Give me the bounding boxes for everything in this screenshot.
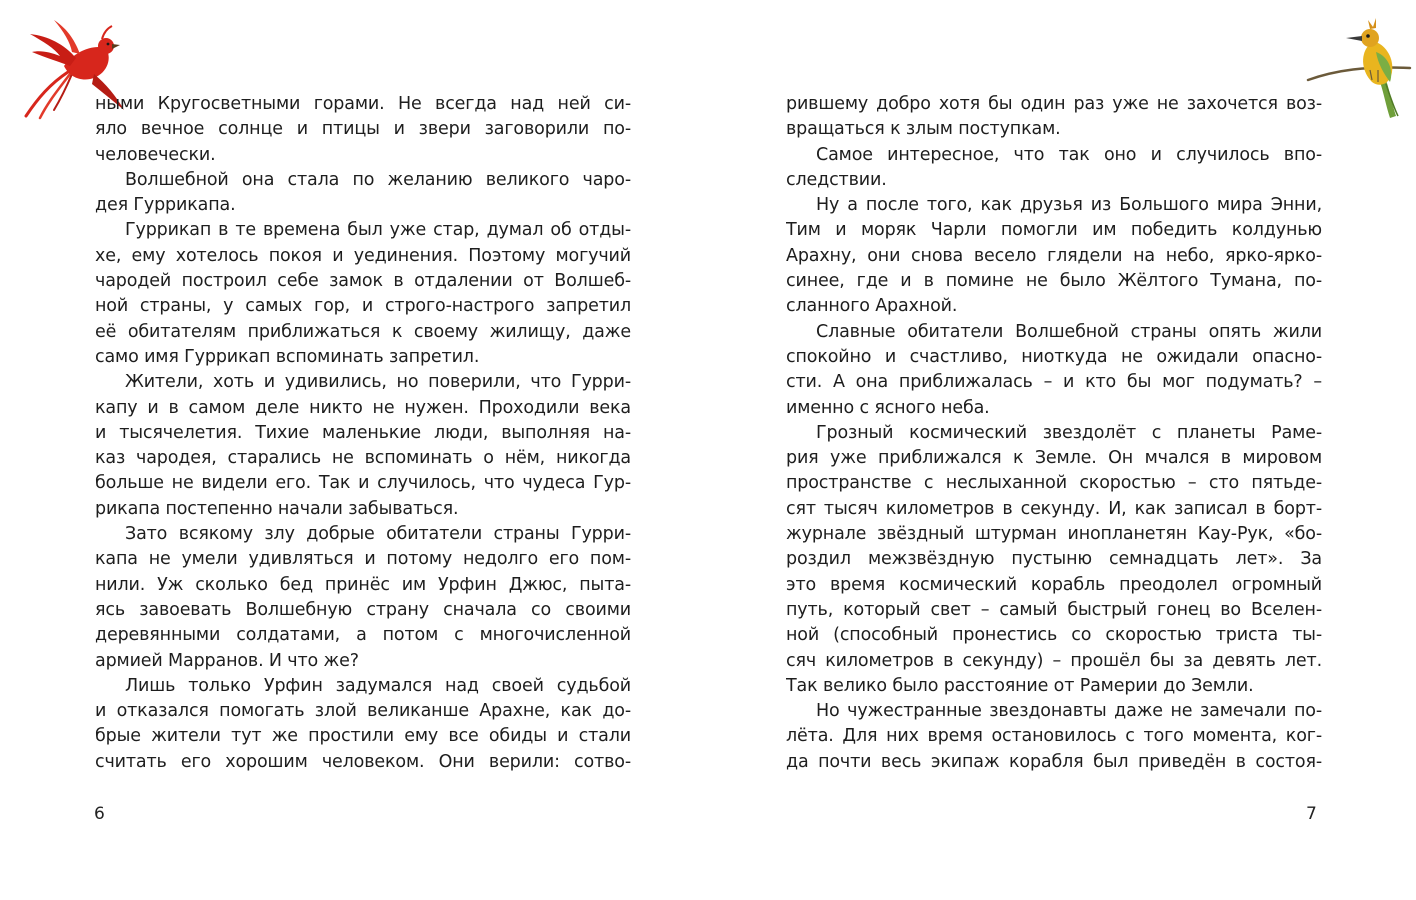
text-line: сти. А она приближалась – и кто бы мог подумать? – <box>786 372 1322 393</box>
left-page-text <box>95 92 631 775</box>
text-line: Грозный космический звездолёт с планеты Раме- <box>816 422 1322 443</box>
text-line: капу и в самом деле никто не нужен. Проходили века <box>95 397 631 418</box>
text-line: сят тысяч километров в секунду. И, как записал в борт- <box>786 498 1322 519</box>
right-page <box>708 0 1416 900</box>
text-line: человечески. <box>95 144 216 165</box>
text-line: путь, который свет – самый быстрый гонец во Вселен- <box>786 599 1322 620</box>
text-line: да почти весь экипаж корабля был приведён в состоя- <box>786 751 1322 772</box>
text-line: Арахну, они снова весело глядели на небо, ярко-ярко- <box>786 245 1322 266</box>
text-line: считать его хорошим человеком. Они верили: сотво- <box>95 751 631 772</box>
text-line: Лишь только Урфин задумался над своей судьбой <box>125 675 631 696</box>
text-line: ной страны, у самых гор, и строго-настрого запретил <box>95 296 631 317</box>
text-line: само имя Гуррикап вспоминать запретил. <box>95 346 480 367</box>
text-line: лёта. Для них время остановилось с того момента, ког- <box>786 726 1322 747</box>
text-line: журнале звёздный штурман инопланетян Кау-Рук, «бо- <box>786 524 1322 545</box>
text-line: Гуррикап в те времена был уже стар, думал об отды- <box>125 220 631 241</box>
text-line: это время космический корабль преодолел огромный <box>786 574 1322 595</box>
text-line: ными Кругосветными горами. Не всегда над ней си- <box>95 94 631 114</box>
text-line: Волшебной она стала по желанию великого чаро- <box>125 169 631 190</box>
text-line: следствии. <box>786 169 887 190</box>
text-line: армией Марранов. И что же? <box>95 650 359 671</box>
text-line: именно с ясного неба. <box>786 397 990 418</box>
text-line: больше не видели его. Так и случилось, что чудеса Гур- <box>95 473 631 494</box>
text-line: ясь завоевать Волшебную страну сначала со своими <box>95 599 631 620</box>
text-line: капа не умели удивляться и потому недолго его пом- <box>95 549 631 570</box>
text-line: и тысячелетия. Тихие маленькие люди, выполняя на- <box>95 422 631 443</box>
text-line: Так велико было расстояние от Рамерии до Земли. <box>786 675 1254 696</box>
page-number-right: 7 <box>1306 804 1317 824</box>
text-line: Жители, хоть и удивились, но поверили, что Гурри- <box>125 372 631 393</box>
text-line: Тим и моряк Чарли помогли им победить колдунью <box>786 220 1322 241</box>
text-line: роздил межзвёздную пустыню семнадцать лет». За <box>786 549 1322 570</box>
text-line: рия уже приближался к Земле. Он мчался в мировом <box>786 448 1322 469</box>
page-number-left: 6 <box>94 804 105 824</box>
text-line: её обитателям приближаться к своему жилищу, даже <box>95 321 631 342</box>
text-line: спокойно и счастливо, ниоткуда не ожидали опасно- <box>786 346 1322 367</box>
text-line: Славные обитатели Волшебной страны опять жили <box>816 321 1322 342</box>
text-line: дея Гуррикапа. <box>95 195 236 216</box>
text-line: ной (способный пронестись со скоростью триста ты- <box>786 625 1322 646</box>
text-line: сяч километров в секунду) – прошёл бы за девять лет. <box>786 650 1322 671</box>
text-line: и отказался помогать злой великанше Арахне, как до- <box>95 701 631 722</box>
text-line: синее, где и в помине не было Жёлтого Тумана, по- <box>786 271 1322 292</box>
text-line: вращаться к злым поступкам. <box>786 119 1061 140</box>
text-line: нили. Уж сколько бед принёс им Урфин Джюс, пыта- <box>95 574 631 595</box>
text-line: Самое интересное, что так оно и случилось впо- <box>816 144 1322 165</box>
right-page-text <box>786 92 1322 775</box>
text-line: каз чародея, старались не вспоминать о нём, никогда <box>95 448 631 469</box>
text-line: рившему добро хотя бы один раз уже не захочется воз- <box>786 94 1322 114</box>
text-line: брые жители тут же простили ему все обиды и стали <box>95 726 631 747</box>
text-line: рикапа постепенно начали забываться. <box>95 498 459 519</box>
text-line: яло вечное солнце и птицы и звери заговорили по- <box>95 119 631 140</box>
text-line: сланного Арахной. <box>786 296 958 317</box>
text-line: деревянными солдатами, а потом с многочисленной <box>95 625 631 646</box>
text-line: хе, ему хотелось покоя и уединения. Поэтому могучий <box>95 245 631 266</box>
text-line: пространстве с неслыханной скоростью – сто пятьде- <box>786 473 1322 494</box>
text-line: Зато всякому злу добрые обитатели страны Гурри- <box>125 524 631 545</box>
text-line: Ну а после того, как друзья из Большого мира Энни, <box>816 195 1322 216</box>
text-line: Но чужестранные звездонавты даже не замечали по- <box>816 701 1322 722</box>
text-line: чародей построил себе замок в отдалении от Волшеб- <box>95 271 631 292</box>
